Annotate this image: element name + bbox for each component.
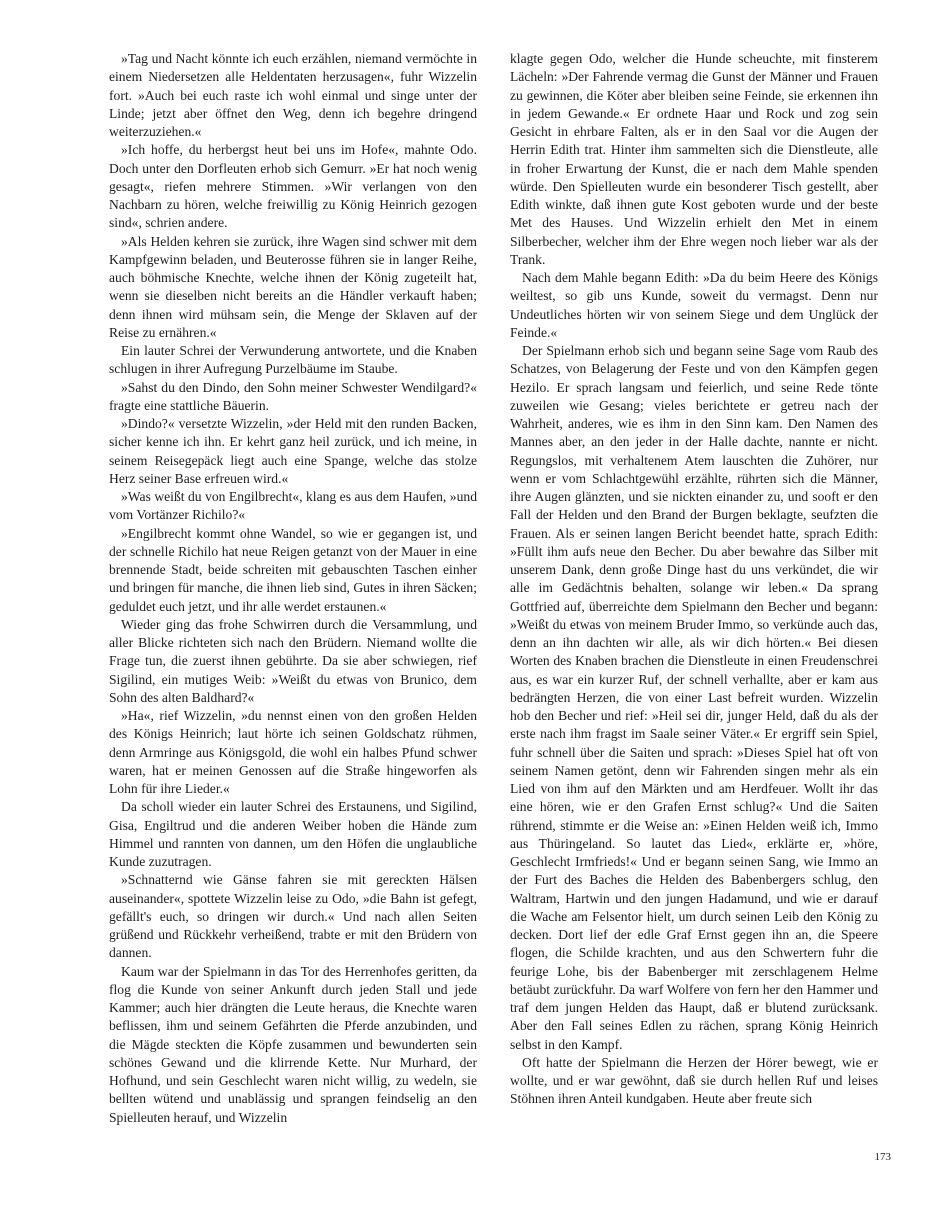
paragraph: »Als Helden kehren sie zurück, ihre Wagen sind schwer mit dem Kampfgewinn beladen, und Beuterosse führen sie in langer Reihe, auch böhmische Knechte, welche ihnen der König zugeteilt hat, wenn sie dieselben nicht bereits an die Händler verkauft haben; denn ihnen wird mühsam sein, die Menge der Sklaven auf der Reise zu ernähren.« [109, 233, 477, 340]
paragraph: Ein lauter Schrei der Verwunderung antwortete, und die Knaben schlugen in ihrer Aufregung Purzelbäume im Staube. [109, 343, 477, 377]
paragraph: »Dindo?« versetzte Wizzelin, »der Held mit den runden Backen, sicher kenne ich ihn. Er kehrt ganz heil zurück, und ich meine, in seinem Reisegepäck liegt auch eine Spange, welche das stolze Herz seiner Base erfreuen wird.« [109, 416, 477, 486]
paragraph: Wieder ging das frohe Schwirren durch die Versammlung, und aller Blicke richteten sich nach den Brüdern. Niemand wollte die Frage tun, die zuerst ihnen gebührte. Da sie aber schwiegen, rief Sigilind, ein mutiges Weib: »Weißt du etwas von Brunico, dem Sohn des alten Baldhard?« [109, 616, 477, 705]
paragraph: Nach dem Mahle begann Edith: »Da du beim Heere des Königs weiltest, so gib uns Kunde, soweit du vermagst. Denn nur Undeutliches hörten wir von seinem Siege und dem Unglück der Feinde.« [510, 270, 878, 340]
paragraph: Kaum war der Spielmann in das Tor des Herrenhofes geritten, da flog die Kunde von seiner Ankunft durch jeden Stall und jede Kammer; auch hier drängten die Leute heraus, die Knechte waren beflissen, ihm und seinem Gefährten die Pferde anzubinden, und die Mägde steckten die Köpfe zusammen und bewunderten sein schönes Gewand und die klirrende Kette. Nur Murhard, der Hofhund, und sein Geschlecht waren nicht willig, zu wedeln, sie bellten wütend und unablässig und sprangen feindselig an den Spielleuten herauf, und Wizzelin [109, 963, 477, 1125]
paragraph: Da scholl wieder ein lauter Schrei des Erstaunens, und Sigilind, Gisa, Engiltrud und die anderen Weiber hoben die Hände zum Himmel und rannten von dannen, um den Höfen die unglaubliche Kunde zuzutragen. [109, 799, 477, 869]
paragraph: »Sahst du den Dindo, den Sohn meiner Schwester Wendilgard?« fragte eine stattliche Bäuerin. [109, 379, 477, 413]
right-column [510, 50, 878, 1109]
left-column [109, 50, 477, 1127]
paragraph: »Ha«, rief Wizzelin, »du nennst einen von den großen Helden des Königs Heinrich; laut hörte ich seinen Goldschatz rühmen, denn Armringe aus Königsgold, die wohl ein halbes Pfund schwer waren, hat er meinen Genossen auf die Straße hingeworfen als Lohn für ihre Lieder.« [109, 708, 477, 796]
page-number: 173 [874, 1151, 891, 1163]
paragraph: »Ich hoffe, du herbergst heut bei uns im Hofe«, mahnte Odo. Doch unter den Dorfleuten erhob sich Gemurr. »Er hat noch wenig gesagt«, riefen mehrere Stimmen. »Wir verlangen von den Nachbarn zu hören, welche freiwillig zu König Heinrich gezogen sind«, schrien andere. [109, 142, 477, 231]
paragraph-continuation: klagte gegen Odo, welcher die Hunde scheuchte, mit finsterem Lächeln: »Der Fahrende vermag die Gunst der Männer und Frauen zu gewinnen, die Köter aber bleiben seine Feinde, sie erkennen ihn in jedem Gewande.« Er ordnete Haar und Rock und zog sein Gesicht in ehrbare Falten, als er in den Saal vor die Augen der Herrin Edith trat. Hinter ihm sammelten sich die Dienstleute, alle in froher Erwartung der Kunst, die er nach dem Mahle spenden würde. Den Spielleuten wurde ein besonderer Tisch gestellt, aber Edith winkte, daß ihnen gute Kost geboten wurde und der beste Met des Hauses. Und Wizzelin erhielt den Met in einem Silberbecher, welcher ihm der Ehre wegen noch lieber war als der Trank. [510, 51, 878, 267]
paragraph: »Tag und Nacht könnte ich euch erzählen, niemand vermöchte in einem Niedersetzen alle Heldentaten herzusagen«, fuhr Wizzelin fort. »Auch bei euch raste ich wohl einmal und singe unter der Linde; jetzt aber öffnet den Weg, denn ich begehre dringend weiterzuziehen.« [109, 51, 477, 139]
paragraph: »Schnatternd wie Gänse fahren sie mit gereckten Hälsen auseinander«, spottete Wizzelin leise zu Odo, »die Bahn ist gefegt, gefällt's euch, so dringen wir durch.« Und nach allen Seiten grüßend und Rückkehr verheißend, trabte er mit den Brüdern von dannen. [109, 872, 477, 961]
paragraph: Der Spielmann erhob sich und begann seine Sage vom Raub des Schatzes, von Belagerung der Feste und von den Kämpfen gegen Hezilo. Er sprach langsam und feierlich, und seine Rede tönte zuweilen wie Gesang; vieles berichtete er getreu nach der Wahrheit, anderes, wie es ihm in den Sinn kam. Den Namen des Mannes aber, an den jeder in der Halle dachte, nannte er nicht. Regungslos, mit verhaltenem Atem lauschten die Zuhörer, nur wenn er vom Schlachtgewühl erzählte, rührten sich die Männer, ihre Augen glänzten, und sie nickten einander zu, und sooft er den Fall der Helden und den Brand der Burgen beklagte, seufzten die Frauen. Als er seinen langen Bericht beendet hatte, sprach Edith: »Füllt ihm aufs neue den Becher. Du aber bewahre das Silber mit unserem Dank, denn große Dinge hast du uns verkündet, die wir alle im Gedächtnis behalten, solange wir leben.« Da sprang Gottfried auf, überreichte dem Spielmann den Becher und begann: »Weißt du etwas von meinem Bruder Immo, so verkünde auch das, denn an ihn dachten wir alle, als wir dich hörten.« Bei diesen Worten des Knaben brachen die Dienstleute in einen Freudenschrei aus, es war ein kurzer Ruf, der schnell verhallte, aber er kam aus bedrängten Herzen, die von einer Last befreit wurden. Wizzelin hob den Becher und rief: »Heil sei dir, junger Held, daß du als der erste nach ihm fragst im Saale seiner Väter.« Er ergriff sein Spiel, fuhr schnell über die Saiten und sprach: »Dieses Spiel hat oft von seinem Namen getönt, denn wir Fahrenden singen mehr als ein Lied von ihm auf den Märkten und am Herdfeuer. Wollt ihr das eine hören, wie er den Grafen Ernst schlug?« Und die Saiten rührend, stimmte er die Weise an: »Einen Helden weiß ich, Immo aus Thüringeland. So lautet das Lied«, erklärte er, »höre, Geschlecht Irmfrieds!« Und er begann seinen Sang, wie Immo an der Furt des Baches die Helden des Babenbergers schlug, den Waltram, Hartwin und den jungen Hadamund, und wie er darauf die Wache am Felsentor hielt, um durch seinen Leib den König zu decken. Dort lief der edle Graf Ernst gegen ihn an, die Speere flogen, die Schilde krachten, und aus den Schwertern fuhr die feurige Lohe, bis der Babenberger mit zerschlagenem Helme betäubt zurückfuhr. Da warf Wolfere von fern her den Hammer und traf dem jungen Helden das Haupt, daß er blutend zurücksank. Aber den Fall seines Edlen zu rächen, sprang König Heinrich selbst in den Kampf. [510, 343, 878, 1052]
paragraph: »Engilbrecht kommt ohne Wandel, so wie er gegangen ist, und der schnelle Richilo hat neue Reigen getanzt von der Mauer in eine brennende Stadt, beide schreiten mit gebauschten Taschen einher und bringen für manche, die ihnen lieb sind, Gutes in ihren Säcken; geduldet euch jetzt, und ihr alle werdet erstaunen.« [109, 525, 477, 614]
paragraph: Oft hatte der Spielmann die Herzen der Hörer bewegt, wie er wollte, und er war gewöhnt, daß sie durch hellen Ruf und leises Stöhnen ihren Anteil kundgaben. Heute aber freute sich [510, 1054, 878, 1107]
paragraph: »Was weißt du von Engilbrecht«, klang es aus dem Haufen, »und vom Vortänzer Richilo?« [109, 489, 477, 523]
